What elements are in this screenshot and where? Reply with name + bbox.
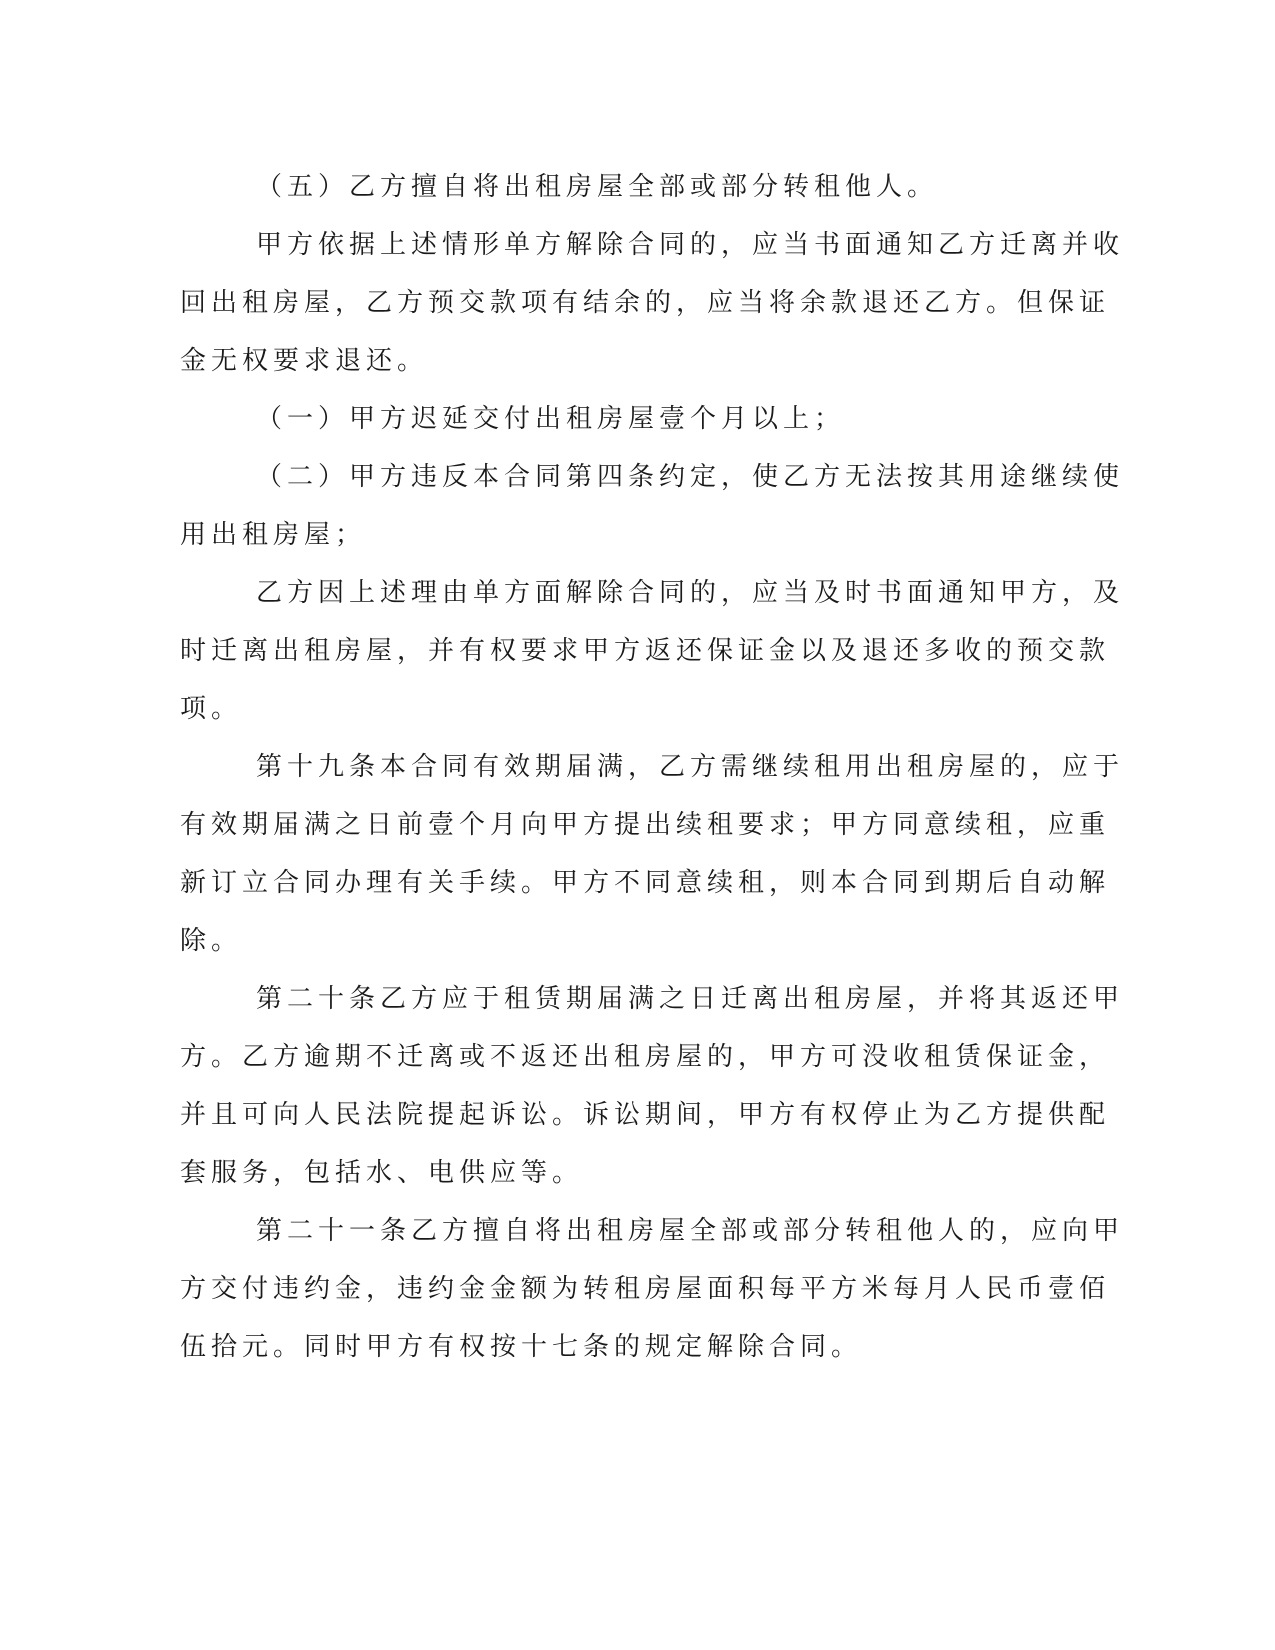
paragraph-line: 有效期届满之日前壹个月向甲方提出续租要求；甲方同意续租，应重 — [180, 810, 1111, 840]
paragraph-line: 新订立合同办理有关手续。甲方不同意续租，则本合同到期后自动解 — [180, 868, 1111, 898]
paragraph-line: 甲方依据上述情形单方解除合同的，应当书面通知乙方迁离并收 — [256, 230, 1125, 260]
paragraph-line: 项。 — [180, 694, 243, 724]
paragraph-line: 伍拾元。同时甲方有权按十七条的规定解除合同。 — [180, 1332, 863, 1362]
article-21-line: 第二十一条乙方擅自将出租房屋全部或部分转租他人的，应向甲 — [256, 1216, 1125, 1246]
clause-1-line: （一）甲方迟延交付出租房屋壹个月以上； — [256, 404, 846, 434]
paragraph-line: 套服务，包括水、电供应等。 — [180, 1158, 584, 1188]
article-19-line: 第十九条本合同有效期届满，乙方需继续租用出租房屋的，应于 — [256, 752, 1125, 782]
paragraph-line: 金无权要求退还。 — [180, 346, 429, 376]
paragraph-line: 时迁离出租房屋，并有权要求甲方返还保证金以及退还多收的预交款 — [180, 636, 1111, 666]
paragraph-line: 回出租房屋，乙方预交款项有结余的，应当将余款退还乙方。但保证 — [180, 288, 1111, 318]
clause-2-line: （二）甲方违反本合同第四条约定，使乙方无法按其用途继续使 — [256, 462, 1125, 492]
paragraph-line: 并且可向人民法院提起诉讼。诉讼期间，甲方有权停止为乙方提供配 — [180, 1100, 1111, 1130]
article-20-line: 第二十条乙方应于租赁期届满之日迁离出租房屋，并将其返还甲 — [256, 984, 1125, 1014]
clause-5-line: （五）乙方擅自将出租房屋全部或部分转租他人。 — [256, 172, 939, 202]
document-body — [180, 158, 1125, 1376]
paragraph-line: 除。 — [180, 926, 243, 956]
paragraph-line: 用出租房屋； — [180, 520, 367, 550]
paragraph-line: 方交付违约金，违约金金额为转租房屋面积每平方米每月人民币壹佰 — [180, 1274, 1111, 1304]
paragraph-line: 方。乙方逾期不迁离或不返还出租房屋的，甲方可没收租赁保证金， — [180, 1042, 1111, 1072]
paragraph-line: 乙方因上述理由单方面解除合同的，应当及时书面通知甲方，及 — [256, 578, 1125, 608]
